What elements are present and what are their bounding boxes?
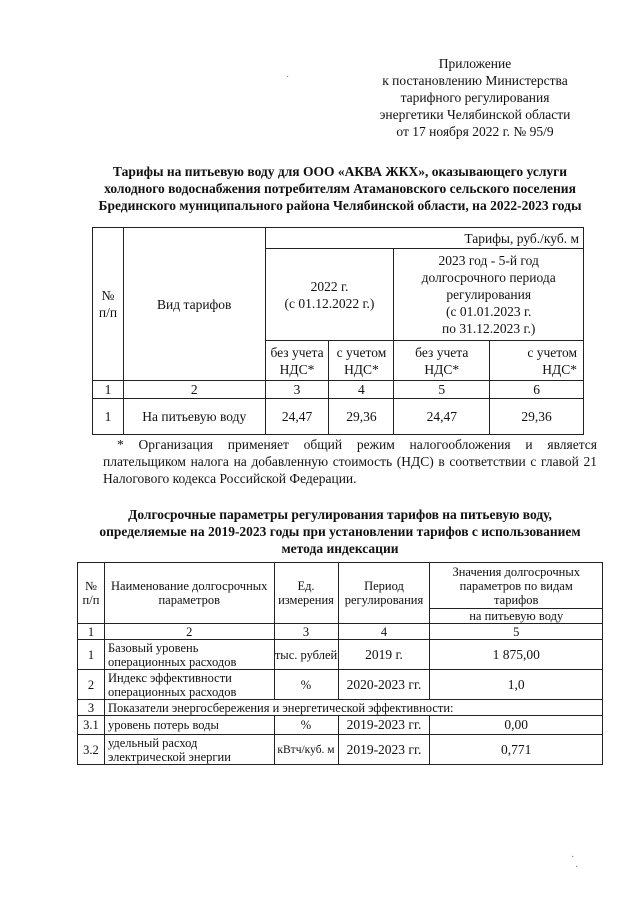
row-value: 29,36	[329, 399, 394, 435]
tariff-table	[92, 227, 584, 435]
row-unit: %	[274, 670, 338, 700]
table-row	[78, 670, 603, 700]
scan-speck: ·	[571, 852, 575, 863]
footnote-line: * Организация применяет общий режим налогообложения и является	[117, 437, 597, 452]
header-num: № п/п	[78, 563, 105, 624]
header-values: Значения долгосрочных параметров по видам тарифов	[430, 563, 603, 609]
index-cell: 4	[329, 381, 394, 399]
title-line: метода индексации	[281, 541, 399, 556]
appendix-line: энергетики Челябинской области	[379, 107, 571, 122]
appendix-line: к постановлению Министерства	[382, 73, 568, 88]
title-line: Брединского муниципального района Челябинской области, на 2022-2023 годы	[98, 198, 582, 213]
column-index-row	[93, 381, 584, 399]
row-period: 2019-2023 гг.	[338, 716, 430, 735]
header-with-vat: с учетом НДС*	[329, 341, 394, 381]
row-num: 3	[78, 700, 105, 716]
header-without-vat: без учета НДС*	[265, 341, 329, 381]
column-index-row	[78, 624, 603, 640]
header-period: Период регулирования	[338, 563, 430, 624]
table-row	[78, 640, 603, 670]
row-unit: %	[274, 716, 338, 735]
header-tariff-type: Вид тарифов	[123, 228, 265, 381]
row-param-name: удельный расход электрической энергии	[104, 735, 274, 765]
header-param-name: Наименование долгосрочных параметров	[104, 563, 274, 624]
row-num: 1	[78, 640, 105, 670]
index-cell: 2	[104, 624, 274, 640]
header-with-vat: с учетом НДС*	[490, 341, 584, 381]
row-value: 0,00	[430, 716, 603, 735]
index-cell: 5	[394, 381, 490, 399]
index-cell: 3	[265, 381, 329, 399]
table-row	[78, 735, 603, 765]
scan-speck: ·	[286, 72, 290, 83]
footnote-line: плательщиком налога на добавленную стоимость (НДС) в соответствии с главой 21 Налогового кодекса Российской Федерации.	[103, 454, 597, 486]
row-period: 2019 г.	[338, 640, 430, 670]
header-unit: Ед. измерения	[274, 563, 338, 624]
row-tariff-type: На питьевую воду	[123, 399, 265, 435]
table-row	[78, 716, 603, 735]
row-period: 2019-2023 гг.	[338, 735, 430, 765]
row-num: 1	[93, 399, 124, 435]
index-cell: 6	[490, 381, 584, 399]
row-param-name: Базовый уровень операционных расходов	[104, 640, 274, 670]
table-row	[93, 399, 584, 435]
row-num: 3.2	[78, 735, 105, 765]
row-value: 29,36	[490, 399, 584, 435]
appendix-header	[360, 55, 590, 140]
header-period-2022: 2022 г. (с 01.12.2022 г.)	[265, 249, 394, 341]
index-cell: 1	[93, 381, 124, 399]
index-cell: 3	[274, 624, 338, 640]
row-num: 3.1	[78, 716, 105, 735]
row-value: 24,47	[265, 399, 329, 435]
header-tariffs-unit: Тарифы, руб./куб. м	[265, 228, 583, 249]
row-num: 2	[78, 670, 105, 700]
row-section-title: Показатели энергосбережения и энергетической эффективности:	[104, 700, 602, 716]
scan-speck: ·	[575, 862, 579, 873]
row-param-name: уровень потерь воды	[104, 716, 274, 735]
table-section-row	[78, 700, 603, 716]
header-num: № п/п	[93, 228, 124, 381]
title-line: определяемые на 2019-2023 годы при установлении тарифов с использованием	[99, 524, 581, 539]
title-line: холодного водоснабжения потребителям Атамановского сельского поселения	[104, 181, 576, 196]
long-term-params-table	[77, 562, 603, 765]
header-period-2023: 2023 год - 5-й год долгосрочного периода регулирования (с 01.01.2023 г. по 31.12.2023 г.)	[394, 249, 584, 341]
appendix-line: от 17 ноября 2022 г. № 95/9	[396, 124, 554, 139]
row-value: 24,47	[394, 399, 490, 435]
vat-footnote	[103, 436, 597, 487]
appendix-line: Приложение	[438, 56, 512, 71]
row-value: 0,771	[430, 735, 603, 765]
title-line: Тарифы на питьевую воду для ООО «АКВА ЖКХ», оказывающего услуги	[112, 164, 568, 179]
row-value: 1,0	[430, 670, 603, 700]
long-term-params-title	[70, 506, 610, 557]
row-period: 2020-2023 гг.	[338, 670, 430, 700]
title-line: Долгосрочные параметры регулирования тарифов на питьевую воду,	[128, 507, 552, 522]
header-without-vat: без учета НДС*	[394, 341, 490, 381]
index-cell: 4	[338, 624, 430, 640]
index-cell: 2	[123, 381, 265, 399]
appendix-line: тарифного регулирования	[400, 90, 550, 105]
row-unit: кВтч/куб. м	[274, 735, 338, 765]
tariff-table-title	[60, 163, 620, 214]
row-unit: тыс. рублей	[274, 640, 338, 670]
index-cell: 5	[430, 624, 603, 640]
index-cell: 1	[78, 624, 105, 640]
header-values-drinking-water: на питьевую воду	[430, 609, 603, 624]
row-value: 1 875,00	[430, 640, 603, 670]
row-param-name: Индекс эффективности операционных расходов	[104, 670, 274, 700]
